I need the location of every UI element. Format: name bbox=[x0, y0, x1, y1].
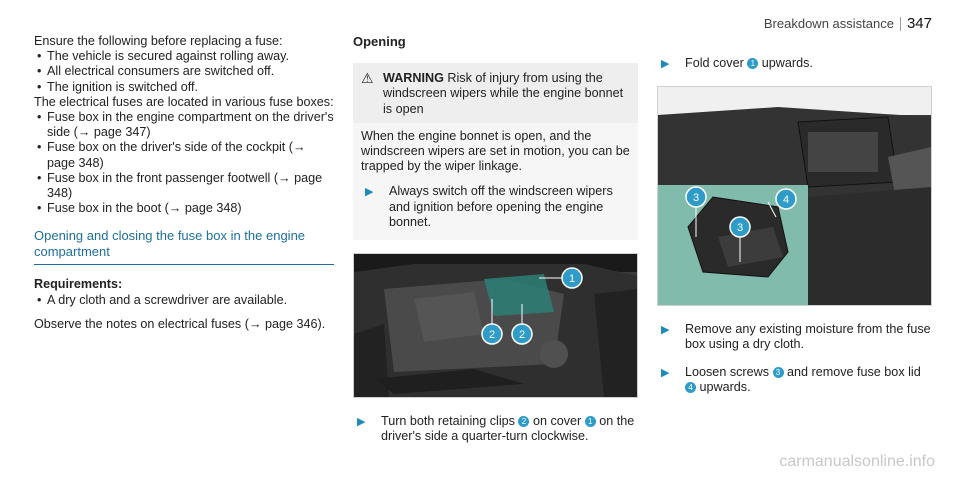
fuse-box-figure bbox=[657, 86, 932, 306]
column-middle bbox=[353, 34, 638, 444]
step-text: Remove any existing moisture from the fuse box using a dry cloth. bbox=[685, 322, 931, 352]
list-item: • All electrical consumers are switched off. bbox=[34, 64, 334, 79]
engine-bay-illustration bbox=[354, 254, 637, 397]
list-item: • Fuse box in the boot (→ page 348) bbox=[34, 201, 334, 216]
warning-box bbox=[353, 63, 638, 240]
callout-label: 4 bbox=[782, 194, 790, 207]
page-number: 347 bbox=[906, 15, 932, 32]
callout-label: 3 bbox=[692, 192, 700, 205]
list-item: • Fuse box on the driver's side of the cockpit (→ page 348) bbox=[34, 140, 334, 170]
location-intro: The electrical fuses are located in various fuse boxes: bbox=[34, 94, 334, 109]
callout-badge: 4 bbox=[685, 382, 696, 393]
requirements-label: Requirements: bbox=[34, 277, 123, 292]
conditions-list bbox=[34, 49, 334, 95]
warning-title: Risk of injury from using the windscreen wipers while the engine bonnet is open bbox=[383, 71, 624, 116]
watermark: carmanualsonline.info bbox=[779, 453, 935, 470]
callout-badge: 2 bbox=[518, 416, 529, 427]
column-left bbox=[34, 34, 334, 332]
warning-triangle-icon: ⚠ bbox=[361, 70, 374, 87]
header-divider bbox=[900, 17, 901, 31]
step-turn-clips bbox=[353, 414, 638, 444]
fuse-box-list bbox=[34, 110, 334, 216]
section-name: Breakdown assistance bbox=[763, 16, 894, 31]
list-item: • Fuse box in the front passenger footwell (→ page 348) bbox=[34, 171, 334, 201]
step-loosen-screws bbox=[657, 365, 932, 395]
page-header bbox=[764, 15, 932, 32]
step-text: on cover bbox=[532, 414, 582, 429]
callout-label: 1 bbox=[568, 273, 576, 286]
section-heading-link[interactable]: Opening and closing the fuse box in the engine compartment bbox=[34, 228, 334, 265]
callout-badge: 1 bbox=[585, 416, 596, 427]
warning-step: Always switch off the windscreen wipers and ignition before opening the engine bonnet. bbox=[389, 184, 613, 229]
step-text: Fold cover bbox=[685, 56, 744, 70]
list-item: • Fuse box in the engine compartment on the driver's side (→ page 347) bbox=[34, 110, 334, 140]
step-text: and remove fuse box lid bbox=[787, 364, 921, 379]
callout-label: 2 bbox=[488, 329, 496, 342]
step-text: upwards. bbox=[761, 56, 813, 70]
step-text: Loosen screws bbox=[685, 364, 769, 379]
step-arrow-icon: ▶ bbox=[365, 186, 374, 199]
step-arrow-icon: ▶ bbox=[661, 366, 670, 379]
step-arrow-icon: ▶ bbox=[357, 416, 366, 429]
callout-badge: 3 bbox=[773, 367, 784, 378]
warning-body: When the engine bonnet is open, and the windscreen wipers are set in motion, you can be trapped by the wiper linkage. bbox=[361, 128, 630, 174]
list-item: • A dry cloth and a screwdriver are available. bbox=[34, 293, 334, 308]
observe-note: Observe the notes on electrical fuses (→ page 346). bbox=[34, 316, 326, 331]
callout-label: 2 bbox=[518, 329, 526, 342]
fuse-box-illustration bbox=[658, 87, 931, 305]
step-text: on the driver's side a quarter-turn clockwise. bbox=[381, 414, 635, 444]
step-arrow-icon: ▶ bbox=[661, 324, 670, 337]
list-item: • The ignition is switched off. bbox=[34, 80, 334, 95]
engine-bay-figure bbox=[353, 253, 638, 398]
list-item: • The vehicle is secured against rolling away. bbox=[34, 49, 334, 64]
step-text: Turn both retaining clips bbox=[381, 414, 515, 429]
warning-label: WARNING bbox=[383, 71, 444, 86]
callout-badge: 1 bbox=[747, 58, 758, 69]
callout-label: 3 bbox=[736, 222, 744, 235]
step-arrow-icon: ▶ bbox=[661, 58, 670, 70]
step-fold-cover bbox=[657, 56, 932, 72]
opening-heading: Opening bbox=[353, 34, 406, 49]
intro-text: Ensure the following before replacing a fuse: bbox=[34, 34, 283, 48]
requirements-list bbox=[34, 293, 334, 308]
step-remove-moisture bbox=[657, 322, 932, 352]
column-right bbox=[657, 34, 932, 395]
step-text: upwards. bbox=[699, 379, 751, 394]
